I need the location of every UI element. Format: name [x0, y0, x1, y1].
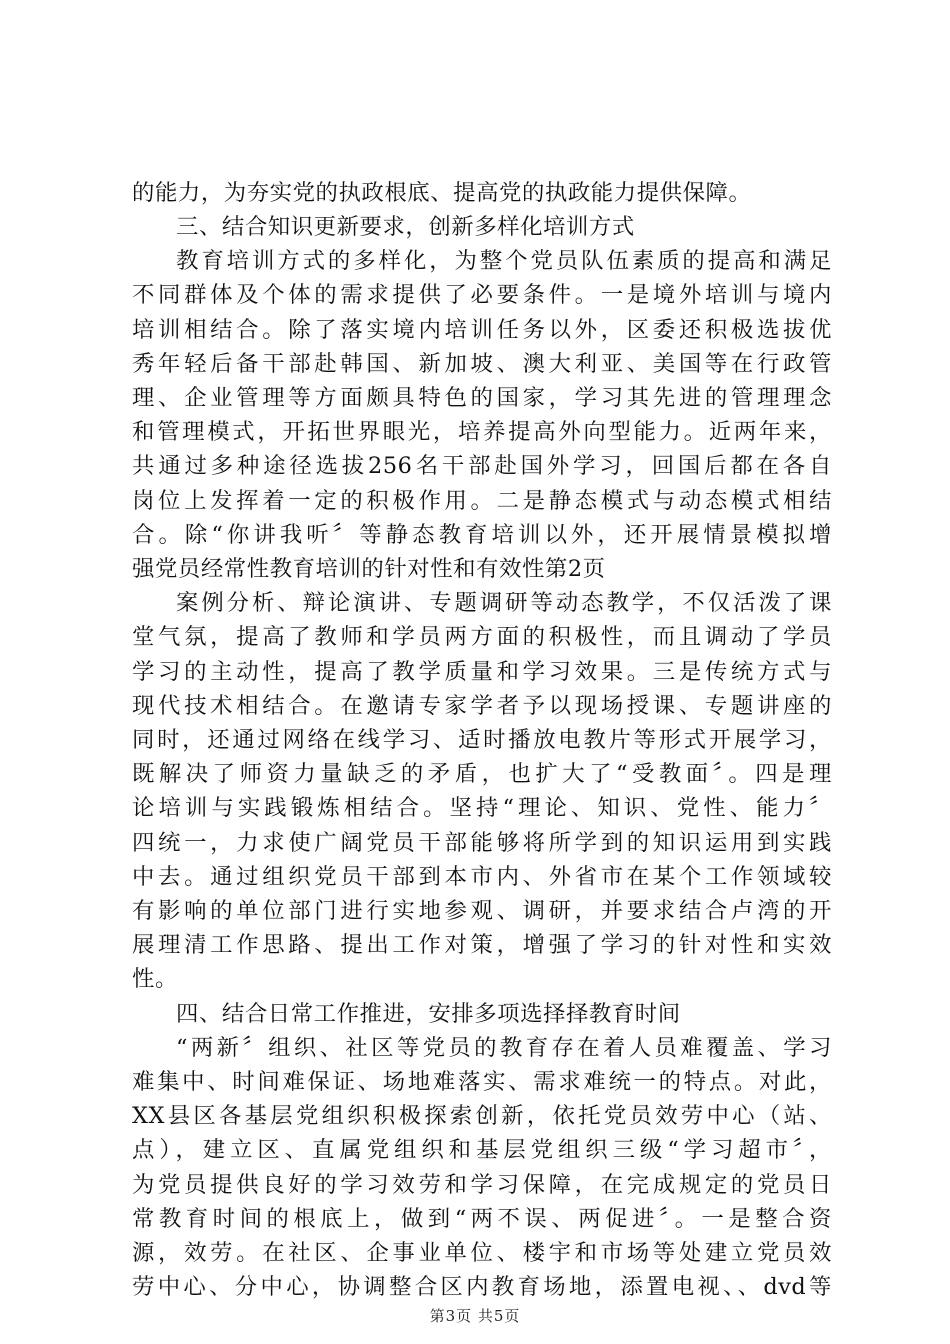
text-line: 不同群体及个体的需求提供了必要条件。一是境外培训与境内	[132, 282, 832, 308]
text-line: “两新〞组织、社区等党员的教育存在着人员难覆盖、学习	[176, 1035, 832, 1061]
page-footer	[0, 1306, 950, 1326]
text-line: 四统一，力求使广阔党员干部能够将所学到的知识运用到实践	[132, 830, 832, 856]
text-line: 论培训与实践锻炼相结合。坚持“理论、知识、党性、能力〞	[132, 795, 832, 821]
text-line: 点），建立区、直属党组织和基层党组织三级“学习超市〞，	[132, 1137, 832, 1163]
text-line: 难集中、时间难保证、场地难落实、需求难统一的特点。对此，	[132, 1069, 832, 1095]
text-line: 展理清工作思路、提出工作对策，增强了学习的针对性和实效	[132, 932, 832, 958]
text-line: 培训相结合。除了落实境内培训任务以外，区委还积极选拔优	[132, 317, 832, 343]
text-line: 现代技术相结合。在邀请专家学者予以现场授课、专题讲座的	[132, 693, 832, 719]
text-line: 合。除“你讲我听〞等静态教育培训以外，还开展情景模拟增	[132, 522, 832, 548]
page-indicator: 第3页 共5页	[429, 1307, 521, 1325]
text-line: XX县区各基层党组织积极探索创新，依托党员效劳中心（站、	[132, 1103, 832, 1129]
text-line: 同时，还通过网络在线学习、适时播放电教片等形式开展学习，	[132, 727, 832, 753]
text-line: 共通过多种途径选拔256名干部赴国外学习，回国后都在各自	[132, 453, 832, 479]
text-line: 为党员提供良好的学习效劳和学习保障，在完成规定的党员日	[132, 1172, 832, 1198]
text-line: 性。	[132, 966, 178, 992]
text-line: 中去。通过组织党员干部到本市内、外省市在某个工作领域较	[132, 864, 832, 890]
text-line: 源，效劳。在社区、企事业单位、楼宇和市场等处建立党员效	[132, 1240, 832, 1266]
text-line: 强党员经常性教育培训的针对性和有效性第2页	[132, 556, 606, 582]
text-line: 既解决了师资力量缺乏的矛盾，也扩大了“受教面〞。四是理	[132, 761, 832, 787]
section-heading: 四、结合日常工作推进，安排多项选择择教育时间	[176, 1001, 681, 1027]
text-line: 有影响的单位部门进行实地参观、调研，并要求结合卢湾的开	[132, 898, 832, 924]
text-line: 教育培训方式的多样化，为整个党员队伍素质的提高和满足	[176, 248, 832, 274]
text-line: 秀年轻后备干部赴韩国、新加坡、澳大利亚、美国等在行政管	[132, 351, 832, 377]
text-line: 劳中心、分中心，协调整合区内教育场地，添置电视、、dvd等	[132, 1274, 832, 1300]
text-line: 和管理模式，开拓世界眼光，培养提高外向型能力。近两年来，	[132, 419, 832, 445]
text-line: 案例分析、辩论演讲、专题调研等动态教学，不仅活泼了课	[176, 590, 832, 616]
text-line: 学习的主动性，提高了教学质量和学习效果。三是传统方式与	[132, 659, 832, 685]
text-line: 的能力，为夯实党的执政根底、提高党的执政能力提供保障。	[132, 180, 752, 206]
text-line: 常教育时间的根底上，做到“两不误、两促进〞。一是整合资	[132, 1206, 832, 1232]
text-line: 岗位上发挥着一定的积极作用。二是静态模式与动态模式相结	[132, 488, 832, 514]
text-line: 理、企业管理等方面颇具特色的国家，学习其先进的管理理念	[132, 385, 832, 411]
text-line: 堂气氛，提高了教师和学员两方面的积极性，而且调动了学员	[132, 624, 832, 650]
section-heading: 三、结合知识更新要求，创新多样化培训方式	[176, 214, 635, 240]
